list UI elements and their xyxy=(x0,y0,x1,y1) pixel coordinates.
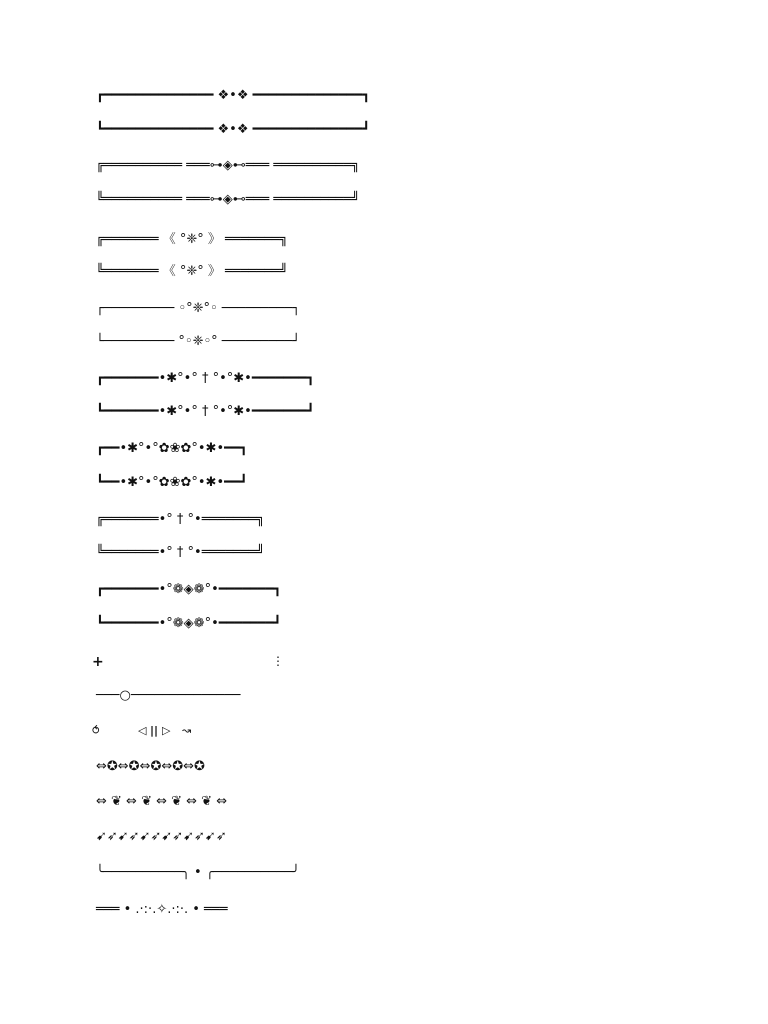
border-top-1: ┏━━━━━━━━━━━━━━ ❖•❖ ━━━━━━━━━━━━━━┓ xyxy=(96,88,371,103)
border-top-2: ╔══════════ ═══⊶◈⊷═══ ══════════╗ xyxy=(96,158,360,173)
plus-icon: + xyxy=(92,654,104,670)
previous-icon: ◁ xyxy=(138,724,147,737)
sparkle-divider: ═══ • .·:·.✧.·:·. • ═══ xyxy=(96,902,228,917)
border-top-6: ┏━━•✱°•°✿❀✿°•✱•━━┓ xyxy=(96,441,248,456)
refresh-icon: ⥀ xyxy=(92,724,100,737)
progress-slider: ───○────────────── xyxy=(96,688,241,703)
border-bottom-7: ╚═══════•° † °•═══════╝ xyxy=(96,545,265,560)
border-top-4: ┌───────── ◦°❈°◦ ─────────┐ xyxy=(96,301,301,316)
border-bottom-4: └───────── °◦❈◦° ─────────┘ xyxy=(96,334,301,349)
border-bottom-5: ┗━━━━━━━•✱°•° † °•°✱•━━━━━━━┛ xyxy=(96,404,315,419)
border-bottom-1: ┗━━━━━━━━━━━━━━ ❖•❖ ━━━━━━━━━━━━━━┛ xyxy=(96,122,371,137)
border-bottom-3: ╚═══════ 《 °❈° 》 ═══════╝ xyxy=(96,264,288,279)
next-icon: ▷ xyxy=(162,724,171,737)
arrow-divider: ➹➶➹➶➹➶➹➶➹➶➹➶ xyxy=(96,829,227,844)
more-options-icon: ⋮ xyxy=(272,654,284,668)
border-bottom-6: ┗━━•✱°•°✿❀✿°•✱•━━┛ xyxy=(96,475,248,490)
floral-divider: ⇔ ❦ ⇔ ❦ ⇔ ❦ ⇔ ❦ ⇔ xyxy=(96,794,228,809)
bracket-divider: ╰──────────╮ • ╭──────────╯ xyxy=(96,865,300,880)
player-controls xyxy=(92,724,194,737)
border-top-5: ┏━━━━━━━•✱°•° † °•°✱•━━━━━━━┓ xyxy=(96,371,315,386)
border-top-8: ┏━━━━━━━•°❁◈❁°•━━━━━━━┓ xyxy=(96,582,282,597)
border-top-7: ╔═══════•° † °•═══════╗ xyxy=(96,512,265,527)
pause-icon: || xyxy=(150,724,159,737)
border-bottom-8: ┗━━━━━━━•°❁◈❁°•━━━━━━━┛ xyxy=(96,616,282,631)
repeat-icon: ↝ xyxy=(182,724,192,737)
border-bottom-2: ╚══════════ ═══⊶◈⊷═══ ══════════╝ xyxy=(96,192,360,207)
star-divider: ⇔✪⇔✪⇔✪⇔✪⇔✪ xyxy=(96,759,205,774)
border-top-3: ╔═══════ 《 °❈° 》 ═══════╗ xyxy=(96,232,288,247)
player-header xyxy=(92,654,284,670)
